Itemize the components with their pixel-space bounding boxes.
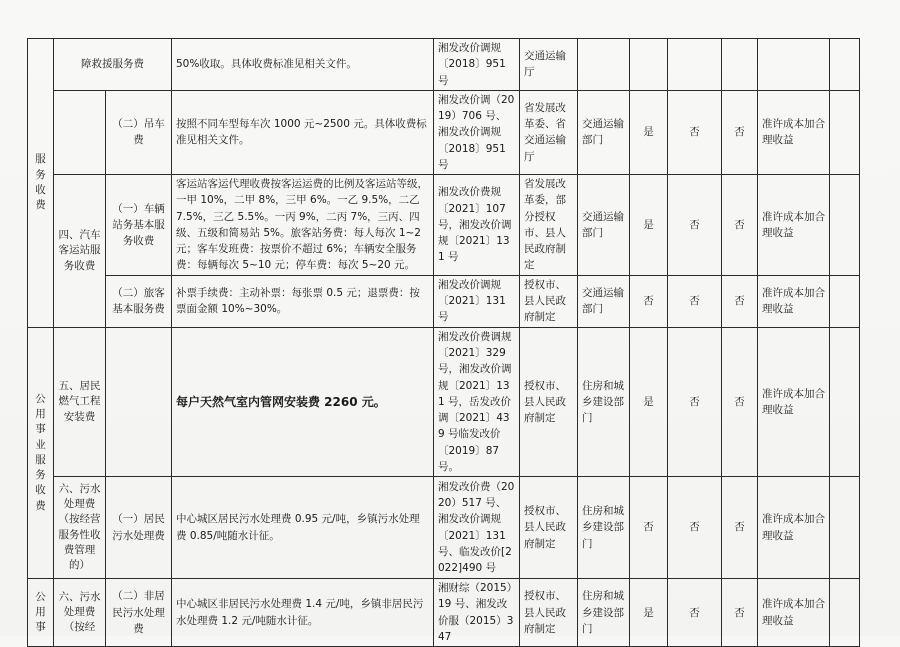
content-cell: 客运站客运代理收费按客运运费的比例及客运站等级，一甲 10%，二甲 8%，三甲 6%。一乙 9.5%，二乙 7.5%，三乙 5.5%。一丙 9%，二丙 7%，三丙、四级、五级和简易站 5%。旅客站务费：每人每次 1~2 元；客车发班费：按票价不超过 6%；车辆安全服务费：每辆每次 5~10 元；停车费：每次 5~20 元。 (172, 175, 434, 276)
department-cell: 住房和城乡建设部门 (578, 327, 630, 476)
authority-cell: 授权市、县人民政府制定 (520, 579, 578, 647)
empty-cell (830, 477, 860, 579)
authority-cell: 省发展改革委、省交通运输厅 (520, 90, 578, 174)
item-name-cell: 四、汽车客运站服务收费 (54, 175, 106, 328)
empty-cell (830, 175, 860, 276)
profit-flag-cell: 否 (668, 477, 722, 579)
empty-cell (830, 39, 860, 91)
subitem-cell: （一）居民污水处理费 (106, 477, 172, 579)
content-cell: 按照不同车型每车次 1000 元~2500 元。具体收费标准见相关文件。 (172, 90, 434, 174)
empty-cell (830, 327, 860, 476)
subitem-cell: （一）车辆站务基本服务收费 (106, 175, 172, 276)
profit-flag-cell: 否 (668, 175, 722, 276)
remark-cell: 准许成本加合理收益 (758, 275, 830, 327)
admin-cost-flag-cell: 是 (630, 90, 668, 174)
table-row (28, 477, 860, 579)
subitem-cell: （二）非居民污水处理费 (106, 579, 172, 647)
subitem-cell (106, 327, 172, 476)
table-row (28, 175, 860, 276)
flag-cell (630, 39, 668, 91)
profit-flag-cell: 否 (668, 327, 722, 476)
remark-cell: 准许成本加合理收益 (758, 327, 830, 476)
flag-cell: 否 (722, 327, 758, 476)
flag-cell (722, 39, 758, 91)
subitem-cell: （二）旅客基本服务费 (106, 275, 172, 327)
item-name-cell: 五、居民燃气工程安装费 (54, 327, 106, 476)
flag-cell (668, 39, 722, 91)
admin-cost-flag-cell: 否 (630, 275, 668, 327)
profit-flag-cell: 否 (668, 579, 722, 647)
department-cell: 交通运输部门 (578, 90, 630, 174)
flag-cell: 否 (722, 579, 758, 647)
category-cell: 公用事业服务收费 (28, 327, 54, 578)
flag-cell: 否 (722, 275, 758, 327)
admin-cost-flag-cell: 是 (630, 327, 668, 476)
profit-flag-cell: 否 (668, 90, 722, 174)
flag-cell: 否 (722, 477, 758, 579)
content-cell: 中心城区非居民污水处理费 1.4 元/吨，乡镇非居民污水处理费 1.2 元/吨随水计征。 (172, 579, 434, 647)
item-name-cell: 六、污水处理费（按经营服务性收费管理的） (54, 477, 106, 579)
admin-cost-flag-cell: 否 (630, 477, 668, 579)
item-name-cell: 六、污水处理费（按经 (54, 579, 106, 647)
basis-cell: 湘发改价费调规〔2021〕329 号，湘发改价调规〔2021〕131 号，岳发改价调〔2021〕439 号临发改价〔2019〕87 号。 (434, 327, 520, 476)
basis-cell: 湘发改价费（2020）517 号、湘发改价调规〔2021〕131 号、临发改价[2022]490 号 (434, 477, 520, 579)
basis-cell: 湘发改价调规〔2021〕131 号 (434, 275, 520, 327)
authority-cell: 授权市、县人民政府制定 (520, 275, 578, 327)
flag-cell: 否 (722, 90, 758, 174)
admin-cost-flag-cell: 是 (630, 579, 668, 647)
content-cell: 每户天然气室内管网安装费 2260 元。 (172, 327, 434, 476)
authority-cell: 授权市、县人民政府制定 (520, 327, 578, 476)
basis-cell: 湘财综（2015）19 号、湘发改价服（2015）347 (434, 579, 520, 647)
remark-cell: 准许成本加合理收益 (758, 90, 830, 174)
item-name-cell: 障救援服务费 (54, 39, 172, 91)
empty-cell (830, 579, 860, 647)
department-cell (578, 39, 630, 91)
table-row (28, 39, 860, 91)
empty-cell (830, 90, 860, 174)
admin-cost-flag-cell: 是 (630, 175, 668, 276)
authority-cell: 授权市、县人民政府制定 (520, 477, 578, 579)
department-cell: 住房和城乡建设部门 (578, 477, 630, 579)
department-cell: 住房和城乡建设部门 (578, 579, 630, 647)
department-cell: 交通运输部门 (578, 275, 630, 327)
basis-cell: 湘发改价费规〔2021〕107 号，湘发改价调规〔2021〕131 号 (434, 175, 520, 276)
content-cell: 50%收取。具体收费标准见相关文件。 (172, 39, 434, 91)
category-cell: 服务收费 (28, 39, 54, 328)
table-row (28, 275, 860, 327)
remark-cell (758, 39, 830, 91)
authority-cell: 交通运输厅 (520, 39, 578, 91)
item-name-cell (54, 90, 106, 174)
flag-cell: 否 (722, 175, 758, 276)
subitem-cell: （二）吊车费 (106, 90, 172, 174)
profit-flag-cell: 否 (668, 275, 722, 327)
table-row (28, 90, 860, 174)
fee-schedule-table (27, 38, 860, 647)
remark-cell: 准许成本加合理收益 (758, 477, 830, 579)
authority-cell: 省发展改革委，部分授权市、县人民政府制定 (520, 175, 578, 276)
empty-cell (830, 275, 860, 327)
basis-cell: 湘发改价调规〔2018〕951 号 (434, 39, 520, 91)
department-cell: 交通运输部门 (578, 175, 630, 276)
category-cell: 公用事 (28, 579, 54, 647)
table-row (28, 327, 860, 476)
remark-cell: 准许成本加合理收益 (758, 175, 830, 276)
remark-cell: 准许成本加合理收益 (758, 579, 830, 647)
content-cell: 补票手续费：主动补票：每张票 0.5 元；退票费：按票面金额 10%~30%。 (172, 275, 434, 327)
table-row (28, 579, 860, 647)
basis-cell: 湘发改价调（2019）706 号、湘发改价调规〔2018〕951 号 (434, 90, 520, 174)
content-cell: 中心城区居民污水处理费 0.95 元/吨，乡镇污水处理费 0.85/吨随水计征。 (172, 477, 434, 579)
